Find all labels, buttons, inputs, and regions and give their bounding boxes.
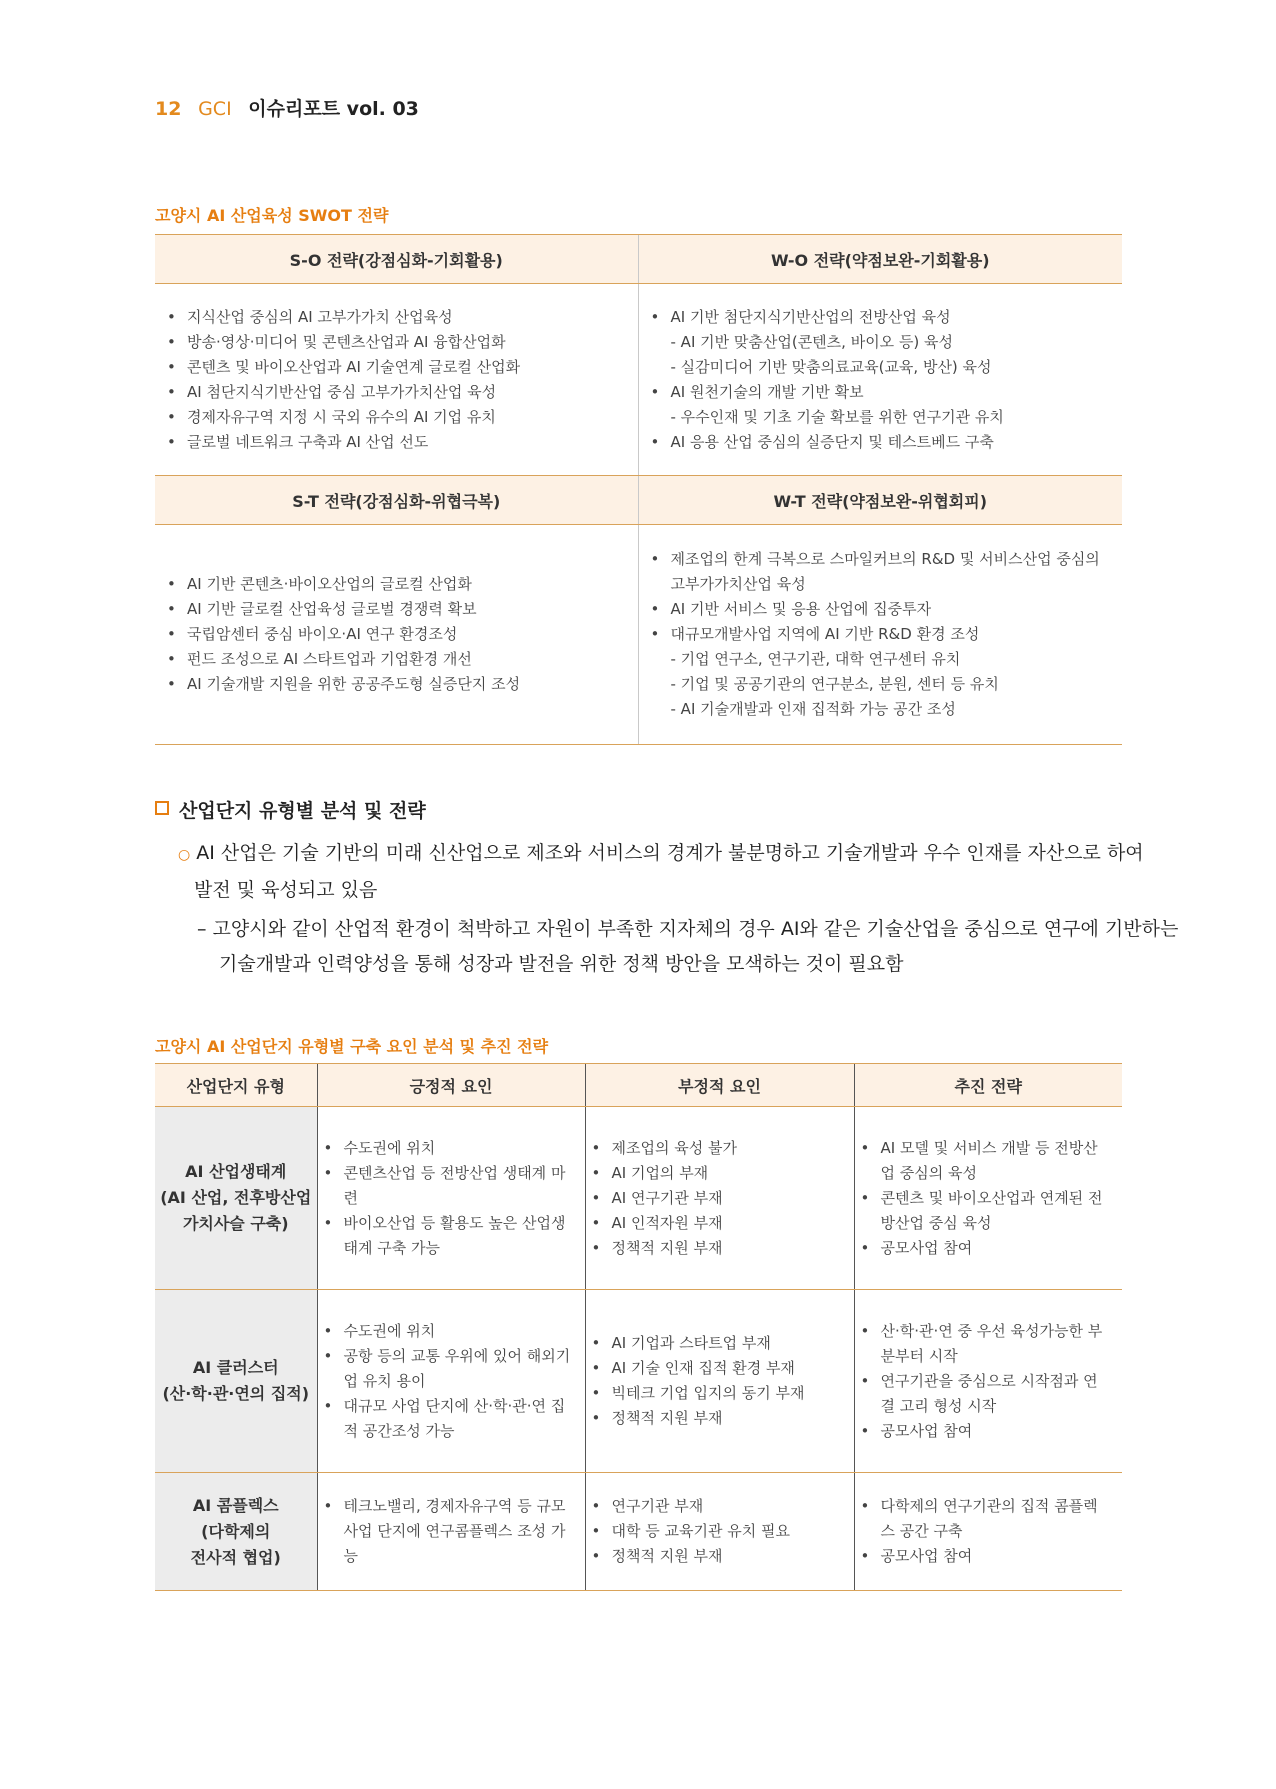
so-heading: S-O 전략(강점심화-기회활용) xyxy=(155,235,638,284)
strategy-list xyxy=(855,1494,1123,1569)
paragraph-1-line-1: AI 산업은 기술 기반의 미래 신산업으로 제조와 서비스의 경계가 불분명하고 기술개발과 우수 인재를 자산으로 하여 xyxy=(196,842,1144,864)
type-line: AI 산업생태계 xyxy=(185,1162,287,1181)
page-number: 12 xyxy=(155,98,182,120)
column-header: 추진 전략 xyxy=(854,1064,1122,1107)
bullet-item: • 공모사업 참여 xyxy=(857,1236,1113,1261)
wo-list xyxy=(639,305,1123,455)
table-row xyxy=(155,1473,1122,1591)
wo-heading: W-O 전략(약점보완-기회활용) xyxy=(638,235,1122,284)
table-row xyxy=(155,1290,1122,1473)
bullet-item: • AI 기반 서비스 및 응용 산업에 집중투자 xyxy=(647,597,1113,622)
bullet-item: • 콘텐츠 및 바이오산업과 AI 기술연계 글로컬 산업화 xyxy=(163,355,628,380)
positive-list xyxy=(318,1136,585,1261)
st-list xyxy=(155,572,638,697)
bullet-item: • 연구기관 부재 xyxy=(588,1494,844,1519)
positive-cell xyxy=(317,1473,585,1591)
negative-list xyxy=(586,1136,854,1261)
bullet-item: • AI 연구기관 부재 xyxy=(588,1186,844,1211)
paragraph-2-line-1: 고양시와 같이 산업적 환경이 척박하고 자원이 부족한 지자체의 경우 AI와 같은 기술산업을 중심으로 연구에 기반하는 xyxy=(212,918,1179,940)
type-line: AI 클러스터 xyxy=(192,1358,279,1377)
paragraph-1 xyxy=(178,836,1144,908)
dash-bullet-icon: – xyxy=(197,918,213,940)
report-title: 이슈리포트 vol. 03 xyxy=(248,98,419,120)
strategy-cell xyxy=(854,1107,1122,1290)
bullet-item: • AI 기반 콘텐츠·바이오산업의 글로컬 산업화 xyxy=(163,572,628,597)
page-header xyxy=(155,94,419,121)
bullet-item: • AI 첨단지식기반산업 중심 고부가가치산업 육성 xyxy=(163,380,628,405)
swot-caption: 고양시 AI 산업육성 SWOT 전략 xyxy=(155,206,389,225)
bullet-item: • 대학 등 교육기관 유치 필요 xyxy=(588,1519,844,1544)
bullet-item: • AI 기술 인재 집적 환경 부재 xyxy=(588,1356,844,1381)
bullet-item: • 콘텐츠산업 등 전방산업 생태계 마련 xyxy=(320,1161,575,1211)
bullet-item: • 경제자유구역 지정 시 국외 유수의 AI 기업 유치 xyxy=(163,405,628,430)
wt-heading: W-T 전략(약점보완-위협회피) xyxy=(638,476,1122,525)
bullet-item: • 바이오산업 등 활용도 높은 산업생태계 구축 가능 xyxy=(320,1211,575,1261)
bullet-item: • AI 기술개발 지원을 위한 공공주도형 실증단지 조성 xyxy=(163,672,628,697)
bullet-item: • 글로벌 네트워크 구축과 AI 산업 선도 xyxy=(163,430,628,455)
st-heading: S-T 전략(강점심화-위협극복) xyxy=(155,476,638,525)
bullet-item: • AI 원천기술의 개발 기반 확보 xyxy=(647,380,1113,405)
positive-list xyxy=(318,1494,585,1569)
brand-name: GCI xyxy=(198,98,232,120)
positive-cell xyxy=(317,1290,585,1473)
bullet-item: • 정책적 지원 부재 xyxy=(588,1406,844,1431)
bullet-item: • 제조업의 육성 불가 xyxy=(588,1136,844,1161)
complex-type-cell xyxy=(155,1107,317,1290)
bullet-item: • 산·학·관·연 중 우선 육성가능한 부분부터 시작 xyxy=(857,1319,1113,1369)
bullet-item: • AI 응용 산업 중심의 실증단지 및 테스트베드 구축 xyxy=(647,430,1113,455)
bullet-item: • 공항 등의 교통 우위에 있어 해외기업 유치 용이 xyxy=(320,1344,575,1394)
type-line: 전사적 협업) xyxy=(190,1547,281,1567)
paragraph-2-line-2: 기술개발과 인력양성을 통해 성장과 발전을 위한 정책 방안을 모색하는 것이 필요함 xyxy=(219,953,904,975)
paragraph-2 xyxy=(197,912,1178,982)
square-bullet-icon xyxy=(155,801,169,815)
bullet-item: • 대규모개발사업 지역에 AI 기반 R&D 환경 조성 xyxy=(647,622,1113,647)
column-header: 산업단지 유형 xyxy=(155,1064,317,1107)
type-line: 가치사슬 구축) xyxy=(182,1214,289,1233)
table2-caption: 고양시 AI 산업단지 유형별 구축 요인 분석 및 추진 전략 xyxy=(155,1037,549,1056)
bullet-item: • 테크노밸리, 경제자유구역 등 규모 사업 단지에 연구콤플렉스 조성 가능 xyxy=(320,1494,575,1569)
bullet-item: • AI 기업과 스타트업 부재 xyxy=(588,1331,844,1356)
bullet-item: • 정책적 지원 부재 xyxy=(588,1236,844,1261)
sub-item: - 실감미디어 기반 맞춤의료교육(교육, 방산) 육성 xyxy=(670,357,992,376)
type-line: AI 콤플렉스 xyxy=(192,1495,279,1515)
bullet-item: • AI 기반 첨단지식기반산업의 전방산업 육성 xyxy=(647,305,1113,330)
bullet-item: • 다학제의 연구기관의 집적 콤플렉스 공간 구축 xyxy=(857,1494,1113,1544)
bullet-item: • AI 기반 글로컬 산업육성 글로벌 경쟁력 확보 xyxy=(163,597,628,622)
bullet-item: • AI 인적자원 부재 xyxy=(588,1211,844,1236)
negative-cell xyxy=(585,1473,854,1591)
bullet-item: • 방송·영상·미디어 및 콘텐츠산업과 AI 융합산업화 xyxy=(163,330,628,355)
bullet-item: • 빅테크 기업 입지의 동기 부재 xyxy=(588,1381,844,1406)
so-list xyxy=(155,305,638,455)
bullet-item: • 지식산업 중심의 AI 고부가가치 산업육성 xyxy=(163,305,628,330)
strategy-cell xyxy=(854,1290,1122,1473)
bullet-item: • 대규모 사업 단지에 산·학·관·연 집적 공간조성 가능 xyxy=(320,1394,575,1444)
sub-item: - 기업 연구소, 연구기관, 대학 연구센터 유치 xyxy=(670,650,961,668)
section-title xyxy=(155,796,426,823)
strategy-cell xyxy=(854,1473,1122,1591)
paragraph-1-line-2: 발전 및 육성되고 있음 xyxy=(194,879,378,901)
bullet-item: • AI 모델 및 서비스 개발 등 전방산업 중심의 육성 xyxy=(857,1136,1113,1186)
bullet-item: • 국립암센터 중심 바이오·AI 연구 환경조성 xyxy=(163,622,628,647)
negative-cell xyxy=(585,1107,854,1290)
negative-cell xyxy=(585,1290,854,1473)
bullet-item: • 수도권에 위치 xyxy=(320,1136,575,1161)
sub-item: - AI 기반 맞춤산업(콘텐츠, 바이오 등) 육성 xyxy=(670,332,954,351)
strategy-list xyxy=(855,1136,1123,1261)
strategy-list xyxy=(855,1319,1123,1444)
bullet-item: • 수도권에 위치 xyxy=(320,1319,575,1344)
sub-item: - 우수인재 및 기초 기술 확보를 위한 연구기관 유치 xyxy=(670,407,1004,426)
bullet-item: • 정책적 지원 부재 xyxy=(588,1544,844,1569)
wt-list xyxy=(639,547,1123,722)
complex-type-cell xyxy=(155,1290,317,1473)
bullet-item: • 공모사업 참여 xyxy=(857,1419,1113,1444)
bullet-item: • 공모사업 참여 xyxy=(857,1544,1113,1569)
bullet-item: • 펀드 조성으로 AI 스타트업과 기업환경 개선 xyxy=(163,647,628,672)
negative-list xyxy=(586,1494,854,1569)
bullet-item: • AI 기업의 부재 xyxy=(588,1161,844,1186)
positive-cell xyxy=(317,1107,585,1290)
type-line: (AI 산업, 전후방산업 xyxy=(160,1188,312,1207)
sub-item: - 기업 및 공공기관의 연구분소, 분원, 센터 등 유치 xyxy=(670,675,999,693)
complex-type-cell xyxy=(155,1473,317,1591)
swot-table xyxy=(155,234,1122,745)
section-title-text: 산업단지 유형별 분석 및 전략 xyxy=(179,800,426,822)
bullet-item: • 콘텐츠 및 바이오산업과 연계된 전방산업 중심 육성 xyxy=(857,1186,1113,1236)
type-line: (다학제의 xyxy=(201,1521,271,1541)
table-row xyxy=(155,1107,1122,1290)
industrial-complex-table xyxy=(155,1063,1122,1591)
type-line: (산·학·관·연의 집적) xyxy=(162,1384,310,1403)
negative-list xyxy=(586,1331,854,1431)
circle-bullet-icon: ○ xyxy=(178,847,191,863)
bullet-item: • 제조업의 한계 극복으로 스마일커브의 R&D 및 서비스산업 중심의 고부가가치산업 육성 xyxy=(647,547,1113,597)
column-header: 긍정적 요인 xyxy=(317,1064,585,1107)
bullet-item: • 연구기관을 중심으로 시작점과 연결 고리 형성 시작 xyxy=(857,1369,1113,1419)
sub-item: - AI 기술개발과 인재 집적화 가능 공간 조성 xyxy=(670,700,956,718)
column-header: 부정적 요인 xyxy=(585,1064,854,1107)
positive-list xyxy=(318,1319,585,1444)
